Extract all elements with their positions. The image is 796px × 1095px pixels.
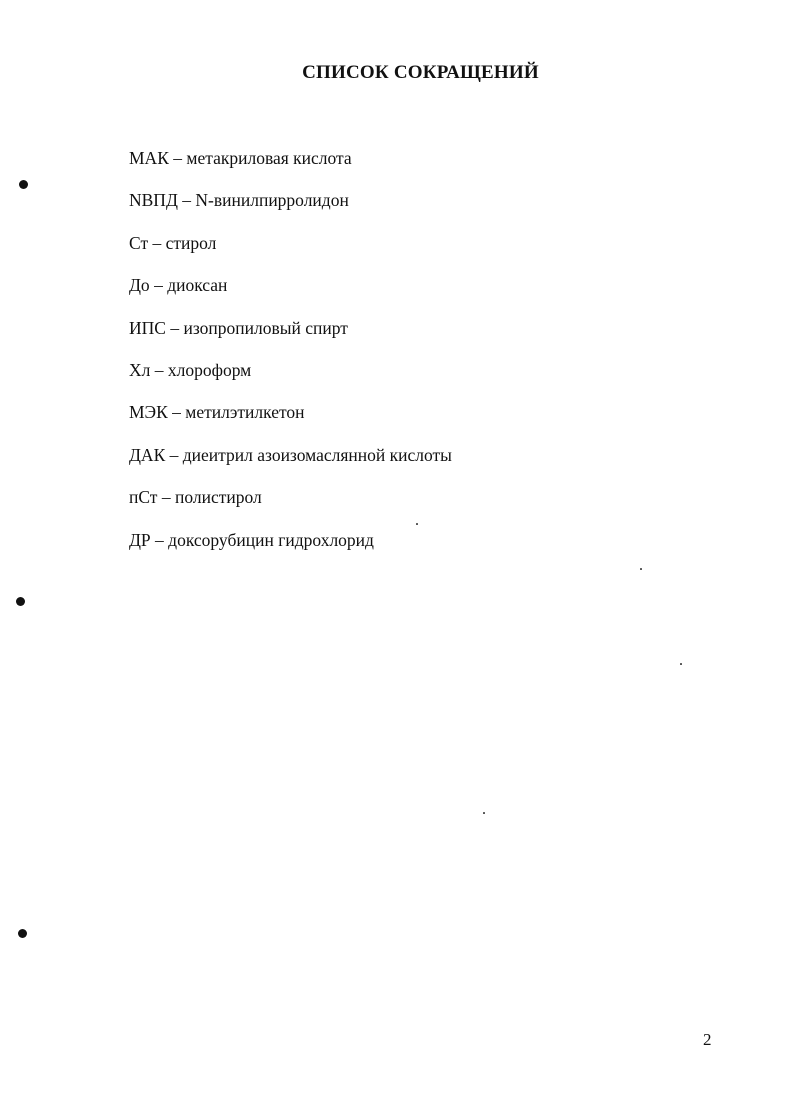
abbreviation-item (129, 231, 452, 273)
abbreviation-definition: N-винилпирролидон (195, 190, 349, 211)
page-title: СПИСОК СОКРАЩЕНИЙ (302, 62, 539, 83)
abbreviation-item (129, 358, 452, 400)
abbreviation-term: МЭК (129, 402, 168, 423)
abbreviation-definition: изопропиловый спирт (183, 317, 348, 338)
abbreviation-separator: – (168, 148, 187, 168)
abbreviation-separator: – (149, 275, 168, 296)
abbreviation-separator: – (157, 487, 175, 508)
abbreviation-term: ИПС (129, 317, 166, 338)
abbreviation-separator: – (177, 190, 196, 211)
abbreviation-separator: – (150, 529, 169, 550)
abbreviation-item (129, 485, 452, 527)
punch-hole-mark (19, 180, 28, 189)
abbreviation-term: Хл (129, 359, 151, 380)
abbreviation-definition: диоксан (167, 275, 228, 296)
abbreviation-separator: – (150, 359, 168, 380)
abbreviation-list (129, 146, 452, 570)
abbreviation-definition: стирол (165, 232, 217, 253)
abbreviation-definition: полистирол (174, 487, 262, 508)
punch-hole-mark (16, 597, 25, 606)
abbreviation-item (129, 528, 452, 570)
abbreviation-separator: – (165, 317, 184, 338)
abbreviation-item (129, 188, 452, 230)
abbreviation-definition: метилэтилкетон (185, 402, 305, 423)
abbreviation-term: пСт (129, 487, 158, 508)
punch-hole-mark (18, 929, 27, 938)
page-number: 2 (703, 1030, 712, 1049)
abbreviation-definition: диеитрил азоизомаслянной кислоты (182, 444, 452, 465)
abbreviation-term: Ст (129, 232, 149, 253)
abbreviation-item (129, 273, 452, 315)
abbreviation-item (129, 316, 452, 358)
abbreviation-term: NВПД (129, 190, 178, 211)
scan-speck (483, 812, 485, 814)
abbreviation-term: МАК (129, 148, 169, 168)
abbreviation-term: ДР (129, 529, 151, 550)
abbreviation-definition: доксорубицин гидрохлорид (168, 529, 374, 550)
scan-speck (680, 663, 682, 665)
abbreviation-item (129, 400, 452, 442)
abbreviation-item (129, 146, 452, 188)
scan-speck (416, 523, 418, 525)
abbreviation-definition: метакриловая кислота (186, 148, 352, 168)
abbreviation-separator: – (165, 444, 183, 465)
abbreviation-term: ДАК (129, 444, 166, 465)
abbreviation-separator: – (167, 402, 186, 423)
abbreviation-term: До (129, 275, 150, 296)
scan-speck (640, 568, 642, 570)
abbreviation-separator: – (148, 232, 166, 253)
abbreviation-item (129, 443, 452, 485)
abbreviation-definition: хлороформ (167, 359, 252, 380)
